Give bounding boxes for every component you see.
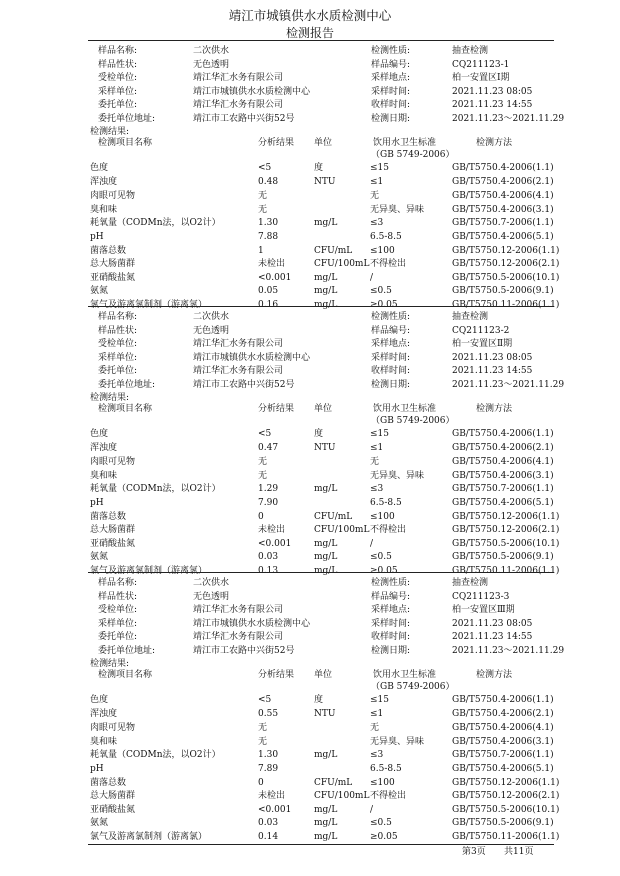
test-nature-value: 抽查检测 bbox=[452, 578, 489, 588]
table-row bbox=[0, 192, 620, 205]
row-result: 无 bbox=[258, 737, 268, 747]
sample-name-label: 样品名称: bbox=[98, 578, 138, 588]
sampler-label: 采样单位: bbox=[98, 352, 138, 363]
row-method: GB/T5750.4-2006(2.1) bbox=[452, 177, 554, 187]
row-standard: 无 bbox=[370, 723, 380, 733]
col-unit-header: 单位 bbox=[314, 138, 333, 148]
row-method: GB/T5750.4-2006(2.1) bbox=[452, 709, 554, 719]
row-item: 色度 bbox=[90, 163, 109, 173]
row-item: 氯气及游离氯制剂（游离氯） bbox=[90, 832, 208, 842]
row-method: GB/T5750.12-2006(2.1) bbox=[452, 525, 560, 535]
client-label: 受检单位: bbox=[98, 73, 138, 83]
table-row bbox=[0, 444, 620, 457]
results-label: 检测结果: bbox=[90, 393, 130, 403]
row-result: 0.03 bbox=[258, 552, 279, 562]
row-method: GB/T5750.4-2006(4.1) bbox=[452, 457, 554, 467]
results-table-header bbox=[0, 138, 620, 160]
sampling-time-label: 采样时间: bbox=[371, 352, 411, 363]
row-item: 氨氮 bbox=[90, 286, 109, 296]
row-method: GB/T5750.7-2006(1.1) bbox=[452, 484, 554, 494]
row-result: 无 bbox=[258, 457, 268, 467]
row-result: <5 bbox=[258, 429, 272, 439]
row-item: 浑浊度 bbox=[90, 443, 118, 453]
row-method: GB/T5750.5-2006(9.1) bbox=[452, 286, 554, 296]
row-standard: / bbox=[370, 539, 374, 549]
col-standard-header: 饮用水卫生标准 bbox=[373, 670, 437, 680]
table-row bbox=[0, 499, 620, 512]
sample-state-value: 无色透明 bbox=[193, 59, 230, 70]
receipt-time-label: 收样时间: bbox=[371, 632, 411, 642]
row-unit: NTU bbox=[314, 443, 336, 453]
row-result: <0.001 bbox=[258, 539, 292, 549]
row-result: <0.001 bbox=[258, 805, 292, 815]
sampling-time-label: 采样时间: bbox=[371, 618, 411, 629]
row-unit: 度 bbox=[314, 163, 324, 173]
consignor-address-label: 委托单位地址: bbox=[98, 113, 156, 124]
row-method: GB/T5750.4-2006(5.1) bbox=[452, 764, 554, 774]
client-value: 靖江华汇水务有限公司 bbox=[193, 339, 284, 349]
row-standard: ≤15 bbox=[370, 429, 389, 439]
row-standard: 无 bbox=[370, 457, 380, 467]
sample-no-value: CQ211123-2 bbox=[452, 325, 510, 336]
sampler-label: 采样单位: bbox=[98, 618, 138, 629]
col-result-header: 分析结果 bbox=[258, 404, 295, 414]
sampling-site-value: 柏一安置区Ⅱ期 bbox=[452, 339, 513, 349]
row-unit: CFU/mL bbox=[314, 246, 353, 256]
consignor-address-value: 靖江市工农路中兴街52号 bbox=[193, 379, 295, 390]
sampler-label: 采样单位: bbox=[98, 86, 138, 97]
row-method: GB/T5750.11-2006(1.1) bbox=[452, 300, 560, 310]
row-item: 总大肠菌群 bbox=[90, 259, 136, 269]
row-method: GB/T5750.4-2006(1.1) bbox=[452, 163, 554, 173]
row-result: <5 bbox=[258, 163, 272, 173]
table-row bbox=[0, 287, 620, 300]
row-result: 0.47 bbox=[258, 443, 279, 453]
row-result: 0.14 bbox=[258, 832, 279, 842]
sample-name-value: 二次供水 bbox=[193, 312, 230, 322]
row-method: GB/T5750.7-2006(1.1) bbox=[452, 750, 554, 760]
results-label: 检测结果: bbox=[90, 127, 130, 137]
sample-name-value: 二次供水 bbox=[193, 46, 230, 56]
test-date-label: 检测日期: bbox=[371, 645, 411, 656]
consignor-label: 委托单位: bbox=[98, 366, 138, 376]
sampling-site-label: 采样地点: bbox=[371, 605, 411, 615]
row-method: GB/T5750.5-2006(9.1) bbox=[452, 552, 554, 562]
row-standard: ≤100 bbox=[370, 512, 395, 522]
receipt-time-value: 2021.11.23 14:55 bbox=[452, 100, 533, 110]
col-standard-header: 饮用水卫生标准 bbox=[373, 138, 437, 148]
table-row bbox=[0, 164, 620, 177]
row-standard: ≥0.05 bbox=[370, 300, 398, 310]
row-method: GB/T5750.4-2006(3.1) bbox=[452, 737, 554, 747]
sample-no-label: 样品编号: bbox=[371, 591, 411, 602]
row-standard: / bbox=[370, 805, 374, 815]
table-row bbox=[0, 233, 620, 246]
row-standard: ≤1 bbox=[370, 177, 384, 187]
test-date-value: 2021.11.23～2021.11.29 bbox=[452, 645, 565, 656]
sample-no-label: 样品编号: bbox=[371, 325, 411, 336]
row-unit: mg/L bbox=[314, 818, 338, 828]
row-unit: CFU/100mL bbox=[314, 525, 370, 535]
row-standard: 无异臭、异味 bbox=[370, 205, 425, 215]
row-result: <0.001 bbox=[258, 273, 292, 283]
sample-state-value: 无色透明 bbox=[193, 325, 230, 336]
row-item: 肉眼可见物 bbox=[90, 191, 136, 201]
row-unit: mg/L bbox=[314, 286, 338, 296]
row-result: 无 bbox=[258, 471, 268, 481]
row-result: 1.30 bbox=[258, 750, 279, 760]
report-subtitle: 检测报告 bbox=[285, 26, 334, 40]
row-standard: ≤3 bbox=[370, 750, 384, 760]
row-standard: 6.5-8.5 bbox=[370, 232, 402, 242]
row-item: 臭和味 bbox=[90, 471, 118, 481]
table-row bbox=[0, 219, 620, 232]
row-result: <5 bbox=[258, 695, 272, 705]
col-item-header: 检测项目名称 bbox=[98, 138, 153, 148]
row-unit: 度 bbox=[314, 695, 324, 705]
row-standard: ≤3 bbox=[370, 218, 384, 228]
table-row bbox=[0, 260, 620, 273]
consignor-label: 委托单位: bbox=[98, 632, 138, 642]
sampler-value: 靖江市城镇供水水质检测中心 bbox=[193, 86, 311, 97]
row-unit: mg/L bbox=[314, 566, 338, 576]
sample-state-value: 无色透明 bbox=[193, 591, 230, 602]
row-result: 1.30 bbox=[258, 218, 279, 228]
row-item: 亚硝酸盐氮 bbox=[90, 273, 136, 283]
row-unit: mg/L bbox=[314, 273, 338, 283]
consignor-value: 靖江华汇水务有限公司 bbox=[193, 366, 284, 376]
row-method: GB/T5750.4-2006(4.1) bbox=[452, 191, 554, 201]
row-method: GB/T5750.4-2006(3.1) bbox=[452, 205, 554, 215]
row-standard: ≤1 bbox=[370, 709, 384, 719]
table-row bbox=[0, 553, 620, 566]
row-item: 臭和味 bbox=[90, 205, 118, 215]
row-standard: ≤0.5 bbox=[370, 286, 392, 296]
col-result-header: 分析结果 bbox=[258, 670, 295, 680]
results-table-header bbox=[0, 670, 620, 692]
sample-name-label: 样品名称: bbox=[98, 312, 138, 322]
row-item: 菌落总数 bbox=[90, 778, 127, 788]
sample-section bbox=[0, 44, 620, 309]
test-nature-label: 检测性质: bbox=[371, 578, 411, 588]
row-unit: mg/L bbox=[314, 218, 338, 228]
test-nature-label: 检测性质: bbox=[371, 312, 411, 322]
row-method: GB/T5750.4-2006(5.1) bbox=[452, 232, 554, 242]
client-label: 受检单位: bbox=[98, 605, 138, 615]
row-result: 0.03 bbox=[258, 818, 279, 828]
row-result: 7.90 bbox=[258, 498, 279, 508]
row-result: 1 bbox=[258, 246, 264, 256]
row-result: 7.89 bbox=[258, 764, 279, 774]
table-row bbox=[0, 526, 620, 539]
sampler-value: 靖江市城镇供水水质检测中心 bbox=[193, 618, 311, 629]
test-date-value: 2021.11.23～2021.11.29 bbox=[452, 113, 565, 124]
row-item: 氯气及游离氯制剂（游离氯） bbox=[90, 300, 208, 310]
col-unit-header: 单位 bbox=[314, 670, 333, 680]
row-method: GB/T5750.5-2006(10.1) bbox=[452, 539, 560, 549]
row-standard: 无异臭、异味 bbox=[370, 471, 425, 481]
sampling-site-value: 柏一安置区Ⅰ期 bbox=[452, 73, 510, 83]
test-nature-value: 抽查检测 bbox=[452, 312, 489, 322]
consignor-value: 靖江华汇水务有限公司 bbox=[193, 100, 284, 110]
sample-no-value: CQ211123-3 bbox=[452, 591, 510, 602]
row-item: 色度 bbox=[90, 695, 109, 705]
section-divider bbox=[88, 306, 554, 307]
row-standard: ≤100 bbox=[370, 778, 395, 788]
receipt-time-label: 收样时间: bbox=[371, 100, 411, 110]
row-method: GB/T5750.5-2006(10.1) bbox=[452, 273, 560, 283]
row-unit: mg/L bbox=[314, 300, 338, 310]
row-result: 0.55 bbox=[258, 709, 279, 719]
row-standard: 无异臭、异味 bbox=[370, 737, 425, 747]
col-item-header: 检测项目名称 bbox=[98, 404, 153, 414]
row-standard: / bbox=[370, 273, 374, 283]
row-standard: 6.5-8.5 bbox=[370, 498, 402, 508]
col-method-header: 检测方法 bbox=[476, 138, 513, 148]
row-standard: ≤0.5 bbox=[370, 818, 392, 828]
col-standard-subheader: （GB 5749-2006） bbox=[371, 416, 455, 426]
table-row bbox=[0, 765, 620, 778]
row-item: 菌落总数 bbox=[90, 246, 127, 256]
receipt-time-value: 2021.11.23 14:55 bbox=[452, 366, 533, 376]
sample-state-label: 样品性状: bbox=[98, 591, 138, 602]
col-standard-subheader: （GB 5749-2006） bbox=[371, 682, 455, 692]
sample-name-label: 样品名称: bbox=[98, 46, 138, 56]
sampling-time-value: 2021.11.23 08:05 bbox=[452, 352, 533, 363]
table-row bbox=[0, 751, 620, 764]
row-method: GB/T5750.11-2006(1.1) bbox=[452, 566, 560, 576]
row-unit: NTU bbox=[314, 709, 336, 719]
row-item: 浑浊度 bbox=[90, 709, 118, 719]
row-item: 色度 bbox=[90, 429, 109, 439]
row-unit: CFU/mL bbox=[314, 512, 353, 522]
row-unit: mg/L bbox=[314, 484, 338, 494]
page-number: 第3页 bbox=[462, 847, 486, 857]
consignor-address-label: 委托单位地址: bbox=[98, 379, 156, 390]
header-divider bbox=[88, 40, 554, 41]
col-result-header: 分析结果 bbox=[258, 138, 295, 148]
consignor-address-label: 委托单位地址: bbox=[98, 645, 156, 656]
row-result: 无 bbox=[258, 723, 268, 733]
row-item: 氯气及游离氯制剂（游离氯） bbox=[90, 566, 208, 576]
row-standard: 无 bbox=[370, 191, 380, 201]
col-standard-header: 饮用水卫生标准 bbox=[373, 404, 437, 414]
row-item: 耗氧量（CODMn法，以O2计） bbox=[90, 484, 221, 494]
footer-divider bbox=[88, 844, 554, 845]
client-value: 靖江华汇水务有限公司 bbox=[193, 605, 284, 615]
row-standard: 不得检出 bbox=[370, 259, 407, 269]
row-method: GB/T5750.12-2006(2.1) bbox=[452, 791, 560, 801]
table-row bbox=[0, 430, 620, 443]
row-item: 臭和味 bbox=[90, 737, 118, 747]
sample-section bbox=[0, 576, 620, 841]
row-result: 未检出 bbox=[258, 525, 286, 535]
row-result: 0 bbox=[258, 778, 264, 788]
client-label: 受检单位: bbox=[98, 339, 138, 349]
row-item: 氨氮 bbox=[90, 552, 109, 562]
page-total: 共11页 bbox=[504, 847, 534, 857]
row-result: 0.16 bbox=[258, 300, 279, 310]
row-item: 总大肠菌群 bbox=[90, 525, 136, 535]
row-item: pH bbox=[90, 232, 104, 242]
sampling-time-value: 2021.11.23 08:05 bbox=[452, 618, 533, 629]
sample-name-value: 二次供水 bbox=[193, 578, 230, 588]
receipt-time-value: 2021.11.23 14:55 bbox=[452, 632, 533, 642]
row-method: GB/T5750.7-2006(1.1) bbox=[452, 218, 554, 228]
table-row bbox=[0, 458, 620, 471]
row-result: 无 bbox=[258, 191, 268, 201]
row-standard: ≥0.05 bbox=[370, 832, 398, 842]
sample-no-value: CQ211123-1 bbox=[452, 59, 510, 70]
sample-state-label: 样品性状: bbox=[98, 325, 138, 336]
col-method-header: 检测方法 bbox=[476, 670, 513, 680]
row-standard: 不得检出 bbox=[370, 791, 407, 801]
row-result: 未检出 bbox=[258, 259, 286, 269]
consignor-label: 委托单位: bbox=[98, 100, 138, 110]
table-row bbox=[0, 819, 620, 832]
row-method: GB/T5750.12-2006(1.1) bbox=[452, 778, 560, 788]
sampling-time-label: 采样时间: bbox=[371, 86, 411, 97]
report-org-title: 靖江市城镇供水水质检测中心 bbox=[228, 8, 392, 23]
row-unit: CFU/100mL bbox=[314, 259, 370, 269]
row-standard: 6.5-8.5 bbox=[370, 764, 402, 774]
row-item: 总大肠菌群 bbox=[90, 791, 136, 801]
row-unit: 度 bbox=[314, 429, 324, 439]
row-standard: ≤0.5 bbox=[370, 552, 392, 562]
table-row bbox=[0, 696, 620, 709]
row-standard: ≤15 bbox=[370, 695, 389, 705]
row-method: GB/T5750.4-2006(4.1) bbox=[452, 723, 554, 733]
col-item-header: 检测项目名称 bbox=[98, 670, 153, 680]
row-unit: mg/L bbox=[314, 750, 338, 760]
test-date-label: 检测日期: bbox=[371, 379, 411, 390]
row-unit: mg/L bbox=[314, 539, 338, 549]
row-method: GB/T5750.4-2006(1.1) bbox=[452, 429, 554, 439]
row-unit: NTU bbox=[314, 177, 336, 187]
col-standard-subheader: （GB 5749-2006） bbox=[371, 150, 455, 160]
sampling-site-label: 采样地点: bbox=[371, 73, 411, 83]
sample-no-label: 样品编号: bbox=[371, 59, 411, 70]
row-item: 耗氧量（CODMn法，以O2计） bbox=[90, 750, 221, 760]
row-method: GB/T5750.12-2006(1.1) bbox=[452, 512, 560, 522]
row-item: 肉眼可见物 bbox=[90, 457, 136, 467]
results-table-header bbox=[0, 404, 620, 426]
test-nature-value: 抽查检测 bbox=[452, 46, 489, 56]
row-result: 0.05 bbox=[258, 286, 279, 296]
consignor-value: 靖江华汇水务有限公司 bbox=[193, 632, 284, 642]
sampling-time-value: 2021.11.23 08:05 bbox=[452, 86, 533, 97]
row-result: 0.48 bbox=[258, 177, 279, 187]
sampler-value: 靖江市城镇供水水质检测中心 bbox=[193, 352, 311, 363]
row-standard: ≤3 bbox=[370, 484, 384, 494]
row-method: GB/T5750.5-2006(10.1) bbox=[452, 805, 560, 815]
row-standard: ≤1 bbox=[370, 443, 384, 453]
table-row bbox=[0, 485, 620, 498]
row-item: pH bbox=[90, 498, 104, 508]
row-method: GB/T5750.4-2006(1.1) bbox=[452, 695, 554, 705]
row-method: GB/T5750.4-2006(2.1) bbox=[452, 443, 554, 453]
table-row bbox=[0, 724, 620, 737]
consignor-address-value: 靖江市工农路中兴街52号 bbox=[193, 113, 295, 124]
row-item: 菌落总数 bbox=[90, 512, 127, 522]
results-label: 检测结果: bbox=[90, 659, 130, 669]
row-method: GB/T5750.4-2006(5.1) bbox=[452, 498, 554, 508]
row-method: GB/T5750.12-2006(1.1) bbox=[452, 246, 560, 256]
client-value: 靖江华汇水务有限公司 bbox=[193, 73, 284, 83]
sample-section bbox=[0, 310, 620, 575]
row-item: pH bbox=[90, 764, 104, 774]
row-standard: ≤100 bbox=[370, 246, 395, 256]
sampling-site-label: 采样地点: bbox=[371, 339, 411, 349]
table-row bbox=[0, 710, 620, 723]
row-item: 肉眼可见物 bbox=[90, 723, 136, 733]
row-item: 亚硝酸盐氮 bbox=[90, 539, 136, 549]
row-standard: 不得检出 bbox=[370, 525, 407, 535]
row-item: 耗氧量（CODMn法，以O2计） bbox=[90, 218, 221, 228]
row-standard: ≤15 bbox=[370, 163, 389, 173]
table-row bbox=[0, 792, 620, 805]
row-unit: CFU/mL bbox=[314, 778, 353, 788]
col-unit-header: 单位 bbox=[314, 404, 333, 414]
row-unit: CFU/100mL bbox=[314, 791, 370, 801]
row-result: 未检出 bbox=[258, 791, 286, 801]
test-nature-label: 检测性质: bbox=[371, 46, 411, 56]
row-method: GB/T5750.4-2006(3.1) bbox=[452, 471, 554, 481]
row-result: 1.29 bbox=[258, 484, 279, 494]
row-result: 0.13 bbox=[258, 566, 279, 576]
section-divider bbox=[88, 572, 554, 573]
row-result: 7.88 bbox=[258, 232, 279, 242]
sample-state-label: 样品性状: bbox=[98, 59, 138, 70]
row-unit: mg/L bbox=[314, 832, 338, 842]
test-date-label: 检测日期: bbox=[371, 113, 411, 124]
row-method: GB/T5750.11-2006(1.1) bbox=[452, 832, 560, 842]
test-date-value: 2021.11.23～2021.11.29 bbox=[452, 379, 565, 390]
col-method-header: 检测方法 bbox=[476, 404, 513, 414]
consignor-address-value: 靖江市工农路中兴街52号 bbox=[193, 645, 295, 656]
row-item: 浑浊度 bbox=[90, 177, 118, 187]
row-unit: mg/L bbox=[314, 552, 338, 562]
row-method: GB/T5750.5-2006(9.1) bbox=[452, 818, 554, 828]
row-result: 无 bbox=[258, 205, 268, 215]
row-method: GB/T5750.12-2006(2.1) bbox=[452, 259, 560, 269]
row-item: 氨氮 bbox=[90, 818, 109, 828]
row-result: 0 bbox=[258, 512, 264, 522]
row-standard: ≥0.05 bbox=[370, 566, 398, 576]
table-row bbox=[0, 178, 620, 191]
row-item: 亚硝酸盐氮 bbox=[90, 805, 136, 815]
sampling-site-value: 柏一安置区Ⅲ期 bbox=[452, 605, 515, 615]
row-unit: mg/L bbox=[314, 805, 338, 815]
receipt-time-label: 收样时间: bbox=[371, 366, 411, 376]
